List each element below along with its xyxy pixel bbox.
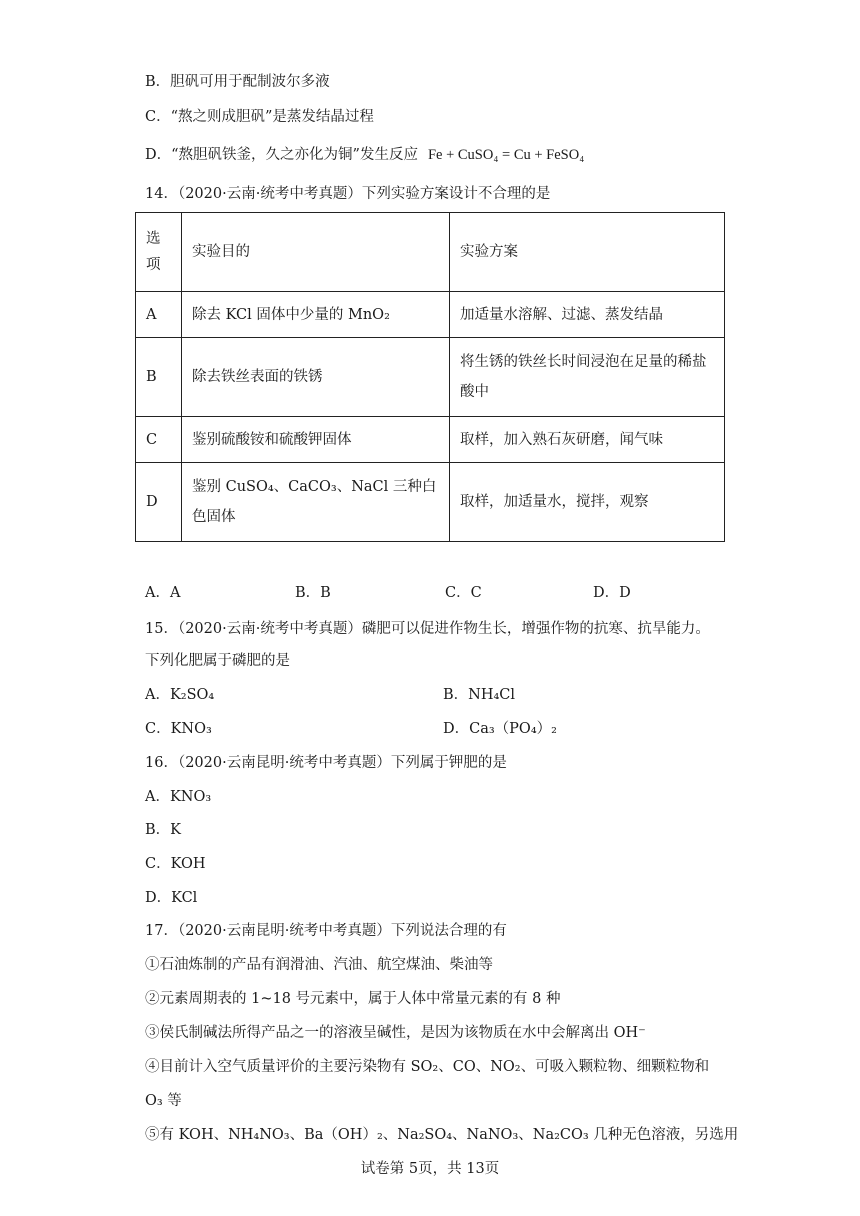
q13-option-b: B．胆矾可用于配制波尔多液 (145, 74, 330, 90)
q17-item: ②元素周期表的 1~18 号元素中，属于人体中常量元素的有 8 种 (145, 991, 561, 1007)
table-cell-label: D (136, 463, 182, 542)
q16-stem: 16．（2020·云南昆明·统考中考真题）下列属于钾肥的是 (145, 755, 507, 771)
table-header-cell: 选项 (136, 213, 182, 292)
table-row (136, 292, 725, 338)
q14-option-b: B．B (295, 585, 331, 601)
table-cell-label: A (136, 292, 182, 338)
q16-option-b: B．K (145, 822, 181, 838)
page-footer: 试卷第 5页，共 13页 (360, 1161, 500, 1177)
q13-option-d-text: D．“熬胆矾铁釜，久之亦化为铜”发生反应 (145, 147, 418, 163)
table-header-cell: 实验目的 (182, 213, 450, 292)
q15-option-c: C．KNO₃ (145, 721, 212, 737)
q15-options-row2 (145, 719, 745, 739)
q13-option-d (145, 145, 584, 165)
q14-option-d: D．D (593, 585, 631, 601)
q17-item: ③侯氏制碱法所得产品之一的溶液呈碱性，是因为该物质在水中会解离出 OH⁻ (145, 1025, 646, 1041)
q14-options (145, 583, 745, 603)
q17-item: O₃ 等 (145, 1093, 182, 1109)
table-row (136, 417, 725, 463)
q17-item: ④目前计入空气质量评价的主要污染物有 SO₂、CO、NO₂、可吸入颗粒物、细颗粒物和 (145, 1059, 710, 1075)
q15-options-row1 (145, 685, 745, 705)
table-row (136, 463, 725, 542)
table-cell-purpose: 鉴别硫酸铵和硫酸钾固体 (182, 417, 450, 463)
q14-option-a: A．A (145, 585, 181, 601)
q15-option-b: B．NH₄Cl (443, 687, 516, 703)
q15-stem-line1: 15．（2020·云南·统考中考真题）磷肥可以促进作物生长，增强作物的抗寒、抗旱能力。 (145, 621, 710, 637)
q14-table (135, 212, 725, 542)
table-cell-plan: 取样，加适量水，搅拌，观察 (450, 463, 725, 542)
q13-option-d-equation: Fe + CuSO₄ = Cu + FeSO₄ (427, 147, 585, 163)
table-cell-purpose: 鉴别 CuSO₄、CaCO₃、NaCl 三种白色固体 (182, 463, 450, 542)
q16-option-c: C．KOH (145, 856, 206, 872)
q17-item: ①石油炼制的产品有润滑油、汽油、航空煤油、柴油等 (145, 957, 493, 973)
table-header-row (136, 213, 725, 292)
q15-option-a: A．K₂SO₄ (145, 687, 215, 703)
table-row (136, 338, 725, 417)
table-cell-label: C (136, 417, 182, 463)
table-cell-purpose: 除去 KCl 固体中少量的 MnO₂ (182, 292, 450, 338)
q14-stem: 14．（2020·云南·统考中考真题）下列实验方案设计不合理的是 (145, 186, 551, 202)
table-cell-label: B (136, 338, 182, 417)
q16-option-a: A．KNO₃ (145, 789, 212, 805)
q17-stem: 17．（2020·云南昆明·统考中考真题）下列说法合理的有 (145, 923, 507, 939)
q14-option-c: C．C (445, 585, 482, 601)
table-cell-plan: 将生锈的铁丝长时间浸泡在足量的稀盐酸中 (450, 338, 725, 417)
table-header-cell: 实验方案 (450, 213, 725, 292)
q15-option-d: D．Ca₃（PO₄）₂ (443, 721, 557, 737)
q13-option-c: C．“熬之则成胆矾”是蒸发结晶过程 (145, 109, 374, 125)
q16-option-d: D．KCl (145, 890, 198, 906)
table-cell-purpose: 除去铁丝表面的铁锈 (182, 338, 450, 417)
q15-stem-line2: 下列化肥属于磷肥的是 (145, 653, 290, 669)
table-cell-plan: 取样，加入熟石灰研磨，闻气味 (450, 417, 725, 463)
q17-item: ⑤有 KOH、NH₄NO₃、Ba（OH）₂、Na₂SO₄、NaNO₃、Na₂CO₃ 几种无色溶液，另选用 (145, 1127, 739, 1143)
table-cell-plan: 加适量水溶解、过滤、蒸发结晶 (450, 292, 725, 338)
